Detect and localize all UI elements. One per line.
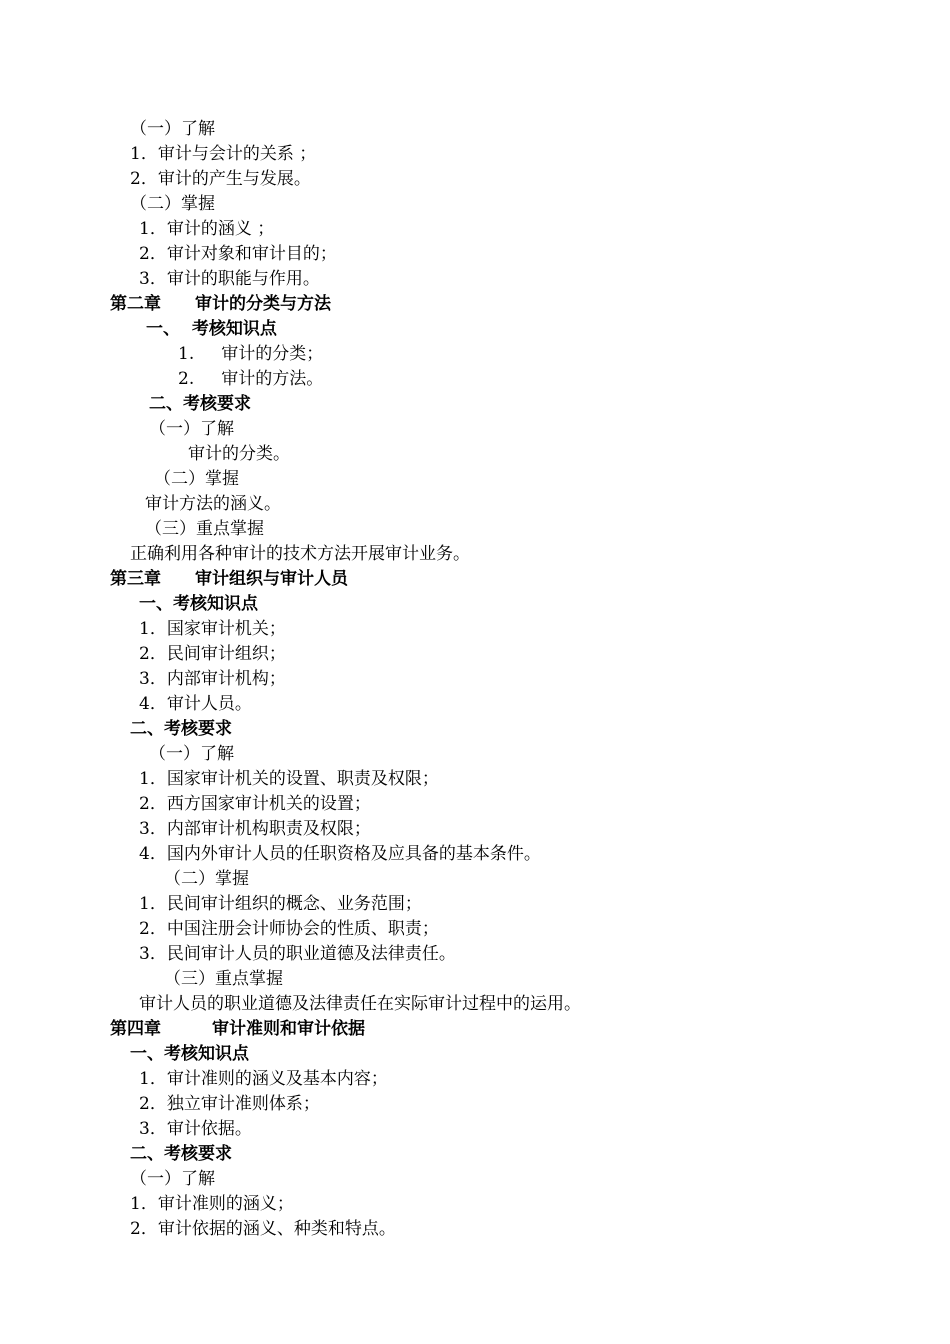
section-understand-1: （一）了解 [130, 119, 215, 139]
section-master: （二）掌握 [154, 469, 239, 489]
section-understand: （一）了解 [130, 1169, 215, 1189]
list-item: 2. 审计的方法。 [178, 369, 324, 389]
list-item: 1．审计准则的涵义及基本内容； [139, 1069, 388, 1089]
subsection-heading: 一、考核知识点 [139, 594, 258, 614]
list-item: 4．审计人员。 [139, 694, 252, 714]
list-item: 1．审计的涵义 ； [139, 219, 275, 239]
list-item: 1．审计与会计的关系 ； [130, 144, 317, 164]
list-item: 4．国内外审计人员的任职资格及应具备的基本条件。 [139, 844, 541, 864]
subsection-heading: 二、考核要求 [130, 719, 232, 739]
list-item: 2．审计对象和审计目的； [139, 244, 337, 264]
list-item: 2．审计依据的涵义、种类和特点。 [130, 1219, 396, 1239]
chapter-2-heading: 第二章 审计的分类与方法 [110, 294, 331, 314]
list-item: 2．中国注册会计师协会的性质、职责； [139, 919, 439, 939]
list-item: 3．内部审计机构； [139, 669, 286, 689]
list-item: 2．独立审计准则体系； [139, 1094, 320, 1114]
list-item: 1．国家审计机关的设置、职责及权限； [139, 769, 439, 789]
body-text: 正确利用各种审计的技术方法开展审计业务。 [130, 544, 470, 564]
section-key-master: （三）重点掌握 [164, 969, 283, 989]
section-understand: （一）了解 [149, 744, 234, 764]
body-text: 审计人员的职业道德及法律责任在实际审计过程中的运用。 [139, 994, 581, 1014]
list-item: 1. 审计的分类； [178, 344, 324, 364]
body-text: 审计方法的涵义。 [145, 494, 281, 514]
list-item: 2．西方国家审计机关的设置； [139, 794, 371, 814]
chapter-4-heading: 第四章 审计准则和审计依据 [110, 1019, 365, 1039]
section-key-master: （三）重点掌握 [145, 519, 264, 539]
chapter-3-heading: 第三章 审计组织与审计人员 [110, 569, 348, 589]
list-item: 3．审计的职能与作用。 [139, 269, 320, 289]
list-item: 1．民间审计组织的概念、业务范围； [139, 894, 422, 914]
section-master-1: （二）掌握 [130, 194, 215, 214]
list-item: 3．民间审计人员的职业道德及法律责任。 [139, 944, 456, 964]
section-master: （二）掌握 [164, 869, 249, 889]
section-understand: （一）了解 [149, 419, 234, 439]
list-item: 2．民间审计组织； [139, 644, 286, 664]
list-item: 1．审计准则的涵义； [130, 1194, 294, 1214]
body-text: 审计的分类。 [188, 444, 290, 464]
list-item: 3．审计依据。 [139, 1119, 252, 1139]
list-item: 2．审计的产生与发展。 [130, 169, 311, 189]
subsection-heading: 一、考核知识点 [130, 1044, 249, 1064]
subsection-heading: 二、考核要求 [130, 1144, 232, 1164]
subsection-heading: 二、考核要求 [149, 394, 251, 414]
list-item: 1．国家审计机关； [139, 619, 286, 639]
subsection-heading: 一、 考核知识点 [146, 319, 277, 339]
list-item: 3．内部审计机构职责及权限； [139, 819, 371, 839]
